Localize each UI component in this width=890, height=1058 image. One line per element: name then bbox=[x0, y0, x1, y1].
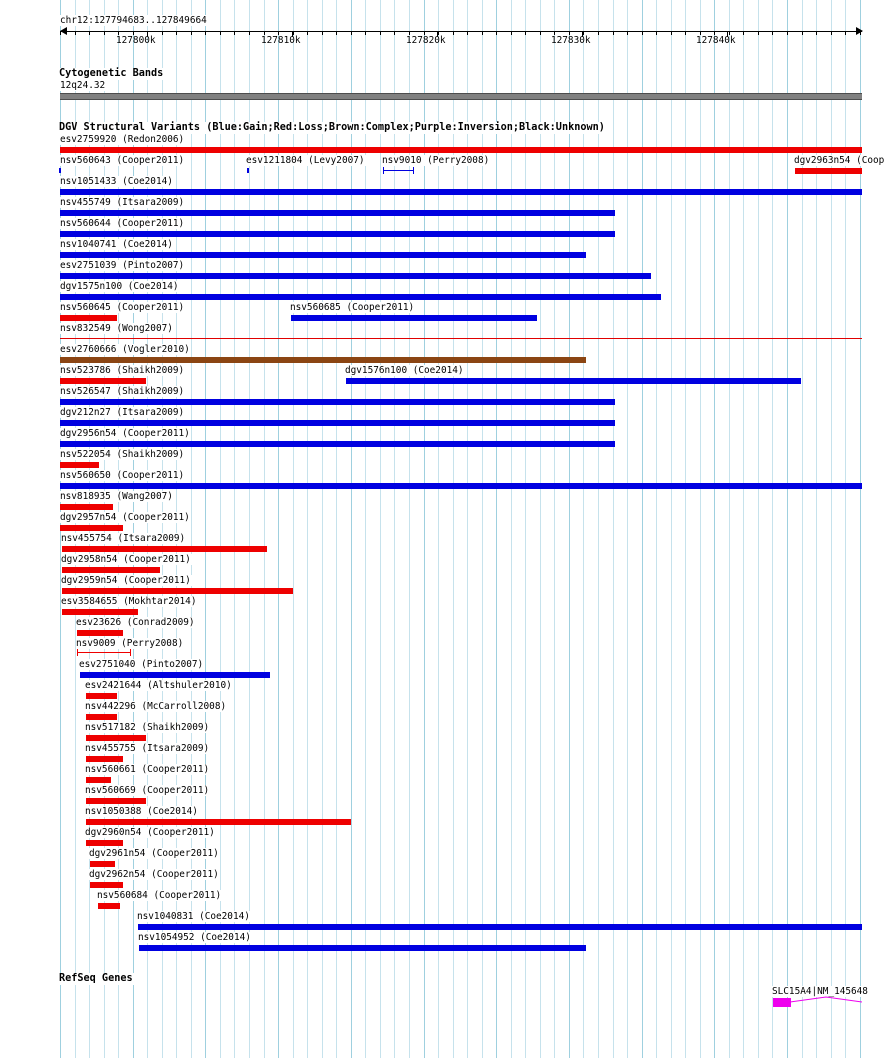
gridline bbox=[656, 0, 657, 1058]
ruler-minor-tick bbox=[671, 31, 672, 35]
variant-label-nsv560645[interactable]: nsv560645 (Cooper2011) bbox=[60, 302, 185, 313]
ruler-minor-tick bbox=[249, 31, 250, 35]
variant-label-nsv9010[interactable]: nsv9010 (Perry2008) bbox=[382, 155, 490, 166]
interval-line bbox=[78, 652, 130, 653]
variant-bar-nsv1040831[interactable] bbox=[138, 924, 862, 930]
variant-label-nsv560643[interactable]: nsv560643 (Cooper2011) bbox=[60, 155, 185, 166]
ruler-minor-tick bbox=[467, 31, 468, 35]
cytoband-label: 12q24.32 bbox=[60, 80, 106, 91]
gridline bbox=[714, 0, 715, 1058]
variant-bar-esv2751039[interactable] bbox=[60, 273, 651, 279]
ruler-minor-tick bbox=[831, 31, 832, 35]
gridline bbox=[772, 0, 773, 1058]
variant-label-nsv560684[interactable]: nsv560684 (Cooper2011) bbox=[97, 890, 222, 901]
ruler-minor-tick bbox=[234, 31, 235, 35]
variant-label-nsv1040831[interactable]: nsv1040831 (Coe2014) bbox=[137, 911, 250, 922]
dgv-group-separator bbox=[60, 338, 862, 339]
variant-bar-dgv2959n54[interactable] bbox=[62, 588, 293, 594]
ruler-tick-label: 127800k bbox=[116, 35, 156, 46]
variant-label-nsv442296[interactable]: nsv442296 (McCarroll2008) bbox=[85, 701, 227, 712]
variant-bar-nsv455755[interactable] bbox=[86, 756, 123, 762]
variant-label-nsv526547[interactable]: nsv526547 (Shaikh2009) bbox=[60, 386, 185, 397]
gridline bbox=[540, 0, 541, 1058]
gridline bbox=[380, 0, 381, 1058]
gridline bbox=[758, 0, 759, 1058]
variant-bar-nsv455754[interactable] bbox=[62, 546, 267, 552]
variant-label-dgv2960n54[interactable]: dgv2960n54 (Cooper2011) bbox=[85, 827, 215, 838]
variant-label-nsv1051433[interactable]: nsv1051433 (Coe2014) bbox=[60, 176, 173, 187]
variant-label-nsv560669[interactable]: nsv560669 (Cooper2011) bbox=[85, 785, 210, 796]
gridline bbox=[700, 0, 701, 1058]
variant-label-nsv523786[interactable]: nsv523786 (Shaikh2009) bbox=[60, 365, 185, 376]
ruler-minor-tick bbox=[104, 31, 105, 35]
variant-bar-dgv1575n100[interactable] bbox=[60, 294, 661, 300]
variant-label-dgv2961n54[interactable]: dgv2961n54 (Cooper2011) bbox=[89, 848, 219, 859]
variant-bar-esv2760666[interactable] bbox=[60, 357, 586, 363]
gridline bbox=[642, 0, 643, 1058]
variant-label-dgv2963n54[interactable]: dgv2963n54 (Coop bbox=[794, 155, 885, 166]
ruler-minor-tick bbox=[511, 31, 512, 35]
variant-bar-esv1211804[interactable] bbox=[247, 168, 249, 173]
gridline bbox=[525, 0, 526, 1058]
variant-bar-nsv560661[interactable] bbox=[86, 777, 111, 783]
variant-bar-esv23626[interactable] bbox=[77, 630, 123, 636]
variant-label-nsv560661[interactable]: nsv560661 (Cooper2011) bbox=[85, 764, 210, 775]
gridline bbox=[569, 0, 570, 1058]
variant-bar-nsv9010[interactable] bbox=[383, 167, 414, 174]
ruler-minor-tick bbox=[205, 31, 206, 35]
variant-label-nsv832549[interactable]: nsv832549 (Wong2007) bbox=[60, 323, 173, 334]
variant-bar-nsv526547[interactable] bbox=[60, 399, 615, 405]
ruler-tick-label: 127840k bbox=[696, 35, 736, 46]
variant-label-esv1211804[interactable]: esv1211804 (Levy2007) bbox=[246, 155, 365, 166]
gridline bbox=[583, 0, 584, 1058]
variant-label-dgv212n27[interactable]: dgv212n27 (Itsara2009) bbox=[60, 407, 185, 418]
variant-bar-esv2759920[interactable] bbox=[60, 147, 862, 153]
variant-bar-dgv2957n54[interactable] bbox=[60, 525, 123, 531]
gridline bbox=[234, 0, 235, 1058]
variant-bar-dgv2961n54[interactable] bbox=[90, 861, 115, 867]
variant-bar-esv2421644[interactable] bbox=[86, 693, 117, 699]
ruler-axis bbox=[60, 31, 862, 32]
variant-label-nsv9009[interactable]: nsv9009 (Perry2008) bbox=[76, 638, 184, 649]
refseq-track-title: RefSeq Genes bbox=[59, 973, 133, 984]
gridline bbox=[627, 0, 628, 1058]
ruler-minor-tick bbox=[656, 31, 657, 35]
variant-label-dgv1576n100[interactable]: dgv1576n100 (Coe2014) bbox=[345, 365, 464, 376]
variant-bar-dgv2956n54[interactable] bbox=[60, 441, 615, 447]
variant-label-esv2760666[interactable]: esv2760666 (Vogler2010) bbox=[60, 344, 190, 355]
variant-label-nsv522054[interactable]: nsv522054 (Shaikh2009) bbox=[60, 449, 185, 460]
ruler-minor-tick bbox=[307, 31, 308, 35]
variant-label-nsv517182[interactable]: nsv517182 (Shaikh2009) bbox=[85, 722, 210, 733]
variant-bar-nsv560685[interactable] bbox=[291, 315, 537, 321]
gridline bbox=[671, 0, 672, 1058]
variant-label-dgv2957n54[interactable]: dgv2957n54 (Cooper2011) bbox=[60, 512, 190, 523]
ruler-minor-tick bbox=[365, 31, 366, 35]
ruler-minor-tick bbox=[627, 31, 628, 35]
variant-label-esv2751040[interactable]: esv2751040 (Pinto2007) bbox=[79, 659, 204, 670]
variant-label-esv23626[interactable]: esv23626 (Conrad2009) bbox=[76, 617, 195, 628]
variant-label-nsv455754[interactable]: nsv455754 (Itsara2009) bbox=[61, 533, 186, 544]
variant-bar-dgv212n27[interactable] bbox=[60, 420, 615, 426]
variant-bar-nsv560645[interactable] bbox=[60, 315, 117, 321]
variant-label-nsv560644[interactable]: nsv560644 (Cooper2011) bbox=[60, 218, 185, 229]
ruler-minor-tick bbox=[613, 31, 614, 35]
ruler-minor-tick bbox=[787, 31, 788, 35]
ruler-tick-label: 127820k bbox=[406, 35, 446, 46]
ruler-minor-tick bbox=[816, 31, 817, 35]
variant-label-esv3584655[interactable]: esv3584655 (Mokhtar2014) bbox=[61, 596, 197, 607]
ruler-minor-tick bbox=[453, 31, 454, 35]
gene-intron-line bbox=[790, 993, 862, 1007]
ruler-tick-label: 127810k bbox=[261, 35, 301, 46]
variant-bar-nsv560650[interactable] bbox=[60, 483, 862, 489]
ruler-minor-tick bbox=[482, 31, 483, 35]
ruler-minor-tick bbox=[60, 31, 61, 35]
gridline bbox=[787, 0, 788, 1058]
variant-bar-nsv522054[interactable] bbox=[60, 462, 99, 468]
ruler-location: chr12:127794683..127849664 bbox=[60, 15, 207, 26]
gridline bbox=[511, 0, 512, 1058]
variant-label-dgv2962n54[interactable]: dgv2962n54 (Cooper2011) bbox=[89, 869, 219, 880]
ruler-minor-tick bbox=[176, 31, 177, 35]
variant-label-nsv818935[interactable]: nsv818935 (Wang2007) bbox=[60, 491, 173, 502]
variant-label-esv2751039[interactable]: esv2751039 (Pinto2007) bbox=[60, 260, 185, 271]
ruler-minor-tick bbox=[496, 31, 497, 35]
variant-bar-nsv560644[interactable] bbox=[60, 231, 615, 237]
gene-exon[interactable] bbox=[773, 998, 791, 1007]
gridline bbox=[743, 0, 744, 1058]
ruler-minor-tick bbox=[772, 31, 773, 35]
ruler-minor-tick bbox=[525, 31, 526, 35]
ruler-minor-tick bbox=[351, 31, 352, 35]
ruler-minor-tick bbox=[743, 31, 744, 35]
gridline bbox=[685, 0, 686, 1058]
ruler-minor-tick bbox=[191, 31, 192, 35]
variant-bar-nsv1051433[interactable] bbox=[60, 189, 862, 195]
cytoband-track-title: Cytogenetic Bands bbox=[59, 68, 164, 79]
ruler-minor-tick bbox=[860, 31, 861, 35]
gene-label[interactable]: SLC15A4|NM_145648 bbox=[772, 986, 868, 997]
variant-bar-nsv523786[interactable] bbox=[60, 378, 146, 384]
variant-bar-dgv2960n54[interactable] bbox=[86, 840, 123, 846]
gridline bbox=[598, 0, 599, 1058]
variant-bar-dgv2962n54[interactable] bbox=[90, 882, 123, 888]
variant-bar-dgv1576n100[interactable] bbox=[346, 378, 801, 384]
variant-label-esv2759920[interactable]: esv2759920 (Redon2006) bbox=[60, 134, 185, 145]
ruler-minor-tick bbox=[162, 31, 163, 35]
variant-bar-nsv560643[interactable] bbox=[59, 168, 61, 173]
variant-label-nsv455749[interactable]: nsv455749 (Itsara2009) bbox=[60, 197, 185, 208]
gridline bbox=[496, 0, 497, 1058]
variant-bar-dgv2963n54[interactable] bbox=[795, 168, 862, 174]
ruler-minor-tick bbox=[802, 31, 803, 35]
variant-bar-nsv9009[interactable] bbox=[77, 649, 131, 656]
variant-bar-nsv1040741[interactable] bbox=[60, 252, 586, 258]
gridline bbox=[554, 0, 555, 1058]
ruler-minor-tick bbox=[845, 31, 846, 35]
ruler-minor-tick bbox=[322, 31, 323, 35]
dgv-track-title: DGV Structural Variants (Blue:Gain;Red:Loss;Brown:Complex;Purple:Inversion;Black:Unknown) bbox=[59, 122, 605, 133]
ruler-minor-tick bbox=[380, 31, 381, 35]
ruler-minor-tick bbox=[758, 31, 759, 35]
ruler-minor-tick bbox=[394, 31, 395, 35]
variant-bar-esv3584655[interactable] bbox=[62, 609, 138, 615]
variant-label-dgv2959n54[interactable]: dgv2959n54 (Cooper2011) bbox=[61, 575, 191, 586]
ruler-minor-tick bbox=[336, 31, 337, 35]
variant-bar-nsv442296[interactable] bbox=[86, 714, 117, 720]
gridline bbox=[729, 0, 730, 1058]
variant-bar-nsv560684[interactable] bbox=[98, 903, 120, 909]
ruler-minor-tick bbox=[220, 31, 221, 35]
ruler-minor-tick bbox=[89, 31, 90, 35]
variant-label-nsv560650[interactable]: nsv560650 (Cooper2011) bbox=[60, 470, 185, 481]
ruler-tick-label: 127830k bbox=[551, 35, 591, 46]
gridline bbox=[613, 0, 614, 1058]
variant-bar-nsv1050388[interactable] bbox=[86, 819, 351, 825]
variant-bar-nsv455749[interactable] bbox=[60, 210, 615, 216]
ruler-minor-tick bbox=[642, 31, 643, 35]
variant-label-nsv1050388[interactable]: nsv1050388 (Coe2014) bbox=[85, 806, 198, 817]
variant-label-esv2421644[interactable]: esv2421644 (Altshuler2010) bbox=[85, 680, 232, 691]
variant-label-dgv1575n100[interactable]: dgv1575n100 (Coe2014) bbox=[60, 281, 179, 292]
variant-bar-esv2751040[interactable] bbox=[80, 672, 270, 678]
variant-label-dgv2956n54[interactable]: dgv2956n54 (Cooper2011) bbox=[60, 428, 190, 439]
variant-label-nsv1040741[interactable]: nsv1040741 (Coe2014) bbox=[60, 239, 173, 250]
variant-bar-nsv818935[interactable] bbox=[60, 504, 113, 510]
variant-label-dgv2958n54[interactable]: dgv2958n54 (Cooper2011) bbox=[61, 554, 191, 565]
ruler-minor-tick bbox=[685, 31, 686, 35]
variant-label-nsv455755[interactable]: nsv455755 (Itsara2009) bbox=[85, 743, 210, 754]
cytoband-bar[interactable] bbox=[60, 93, 862, 100]
interval-line bbox=[384, 170, 413, 171]
ruler-minor-tick bbox=[540, 31, 541, 35]
variant-bar-nsv517182[interactable] bbox=[86, 735, 146, 741]
variant-bar-nsv1054952[interactable] bbox=[139, 945, 586, 951]
variant-bar-nsv560669[interactable] bbox=[86, 798, 146, 804]
ruler-minor-tick bbox=[598, 31, 599, 35]
variant-label-nsv1054952[interactable]: nsv1054952 (Coe2014) bbox=[138, 932, 251, 943]
ruler-minor-tick bbox=[75, 31, 76, 35]
ruler-left-arrow-icon[interactable] bbox=[60, 27, 67, 35]
variant-label-nsv560685[interactable]: nsv560685 (Cooper2011) bbox=[290, 302, 415, 313]
variant-bar-dgv2958n54[interactable] bbox=[62, 567, 160, 573]
